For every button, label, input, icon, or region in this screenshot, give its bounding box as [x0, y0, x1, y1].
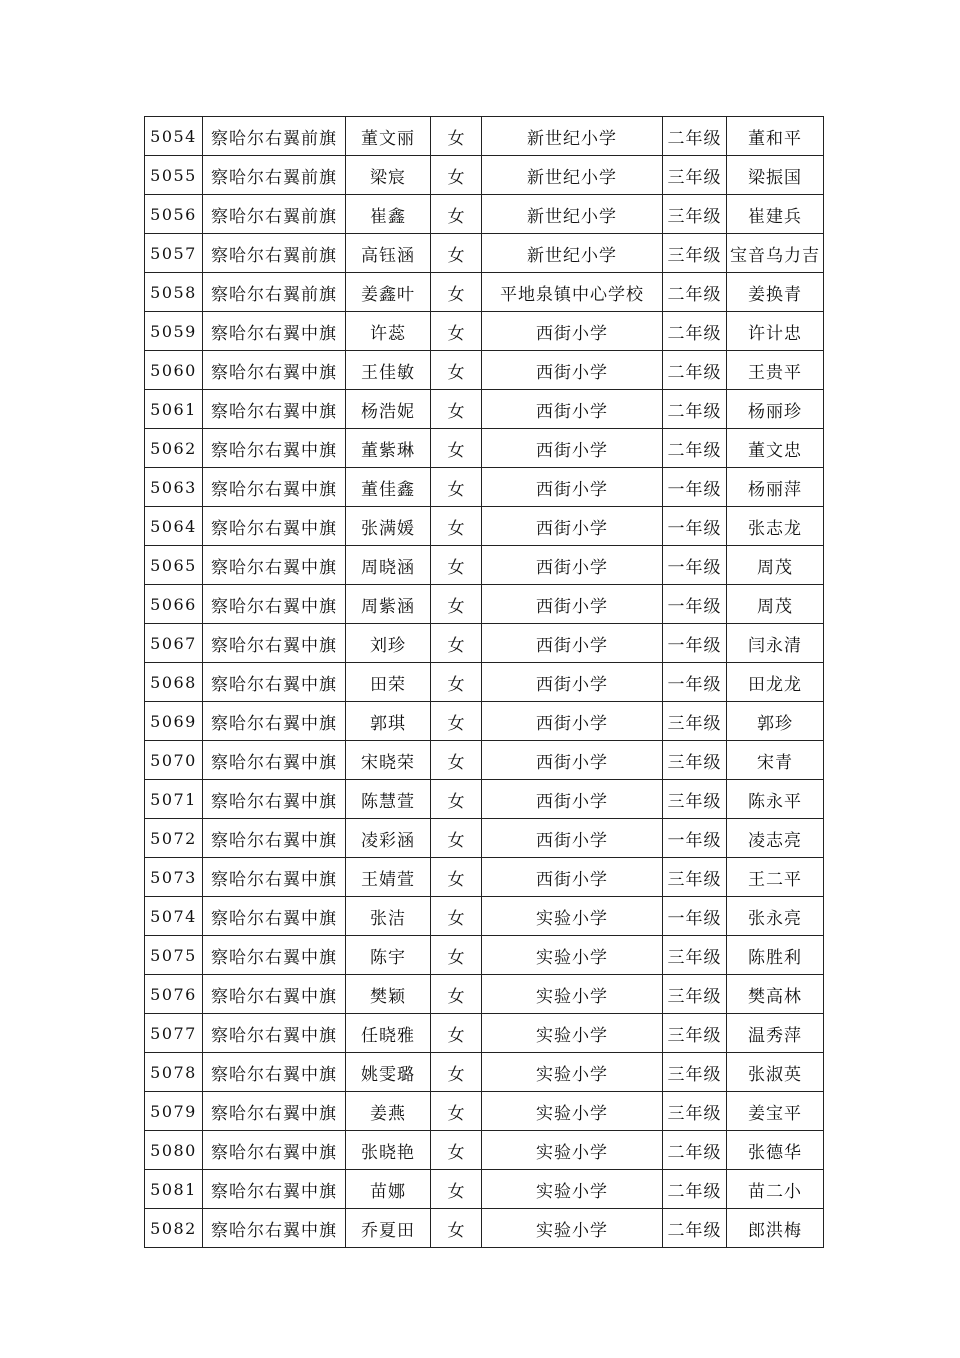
student-name-cell: 任晓雅 — [346, 1014, 431, 1053]
table-row — [145, 585, 824, 624]
guardian-name-cell: 张永亮 — [727, 897, 824, 936]
student-name-cell: 董佳鑫 — [346, 468, 431, 507]
grade-cell: 一年级 — [663, 663, 727, 702]
record-number-cell: 5067 — [145, 624, 203, 663]
table-row — [145, 897, 824, 936]
gender-cell: 女 — [431, 429, 482, 468]
gender-cell: 女 — [431, 156, 482, 195]
grade-cell: 二年级 — [663, 1209, 727, 1248]
gender-cell: 女 — [431, 819, 482, 858]
grade-cell: 三年级 — [663, 1092, 727, 1131]
school-cell: 西街小学 — [482, 741, 663, 780]
banner-county-cell: 察哈尔右翼中旗 — [203, 546, 346, 585]
guardian-name-cell: 王贵平 — [727, 351, 824, 390]
guardian-name-cell: 王二平 — [727, 858, 824, 897]
gender-cell: 女 — [431, 1170, 482, 1209]
banner-county-cell: 察哈尔右翼中旗 — [203, 858, 346, 897]
school-cell: 西街小学 — [482, 351, 663, 390]
gender-cell: 女 — [431, 1131, 482, 1170]
table-row — [145, 468, 824, 507]
record-number-cell: 5072 — [145, 819, 203, 858]
record-number-cell: 5065 — [145, 546, 203, 585]
grade-cell: 三年级 — [663, 195, 727, 234]
guardian-name-cell: 苗二小 — [727, 1170, 824, 1209]
gender-cell: 女 — [431, 858, 482, 897]
table-row — [145, 663, 824, 702]
gender-cell: 女 — [431, 273, 482, 312]
grade-cell: 三年级 — [663, 156, 727, 195]
table-row — [145, 1209, 824, 1248]
grade-cell: 一年级 — [663, 624, 727, 663]
student-name-cell: 樊颖 — [346, 975, 431, 1014]
banner-county-cell: 察哈尔右翼前旗 — [203, 195, 346, 234]
gender-cell: 女 — [431, 546, 482, 585]
school-cell: 实验小学 — [482, 1014, 663, 1053]
roster-body — [145, 117, 824, 1248]
record-number-cell: 5066 — [145, 585, 203, 624]
student-name-cell: 陈宇 — [346, 936, 431, 975]
record-number-cell: 5069 — [145, 702, 203, 741]
gender-cell: 女 — [431, 780, 482, 819]
school-cell: 西街小学 — [482, 429, 663, 468]
grade-cell: 三年级 — [663, 741, 727, 780]
school-cell: 西街小学 — [482, 312, 663, 351]
student-name-cell: 梁宸 — [346, 156, 431, 195]
guardian-name-cell: 崔建兵 — [727, 195, 824, 234]
grade-cell: 二年级 — [663, 312, 727, 351]
student-name-cell: 许蕊 — [346, 312, 431, 351]
record-number-cell: 5074 — [145, 897, 203, 936]
record-number-cell: 5075 — [145, 936, 203, 975]
record-number-cell: 5056 — [145, 195, 203, 234]
banner-county-cell: 察哈尔右翼中旗 — [203, 585, 346, 624]
guardian-name-cell: 许计忠 — [727, 312, 824, 351]
school-cell: 西街小学 — [482, 858, 663, 897]
gender-cell: 女 — [431, 897, 482, 936]
table-row — [145, 312, 824, 351]
banner-county-cell: 察哈尔右翼中旗 — [203, 429, 346, 468]
student-name-cell: 刘珍 — [346, 624, 431, 663]
grade-cell: 二年级 — [663, 273, 727, 312]
guardian-name-cell: 凌志亮 — [727, 819, 824, 858]
table-row — [145, 1092, 824, 1131]
guardian-name-cell: 张淑英 — [727, 1053, 824, 1092]
banner-county-cell: 察哈尔右翼中旗 — [203, 624, 346, 663]
student-name-cell: 周紫涵 — [346, 585, 431, 624]
banner-county-cell: 察哈尔右翼中旗 — [203, 936, 346, 975]
gender-cell: 女 — [431, 1053, 482, 1092]
school-cell: 新世纪小学 — [482, 234, 663, 273]
table-row — [145, 429, 824, 468]
gender-cell: 女 — [431, 195, 482, 234]
student-name-cell: 董紫琳 — [346, 429, 431, 468]
student-name-cell: 杨浩妮 — [346, 390, 431, 429]
record-number-cell: 5076 — [145, 975, 203, 1014]
student-name-cell: 王佳敏 — [346, 351, 431, 390]
table-row — [145, 1131, 824, 1170]
student-name-cell: 张晓艳 — [346, 1131, 431, 1170]
banner-county-cell: 察哈尔右翼中旗 — [203, 1131, 346, 1170]
record-number-cell: 5077 — [145, 1014, 203, 1053]
table-row — [145, 1170, 824, 1209]
gender-cell: 女 — [431, 585, 482, 624]
guardian-name-cell: 张志龙 — [727, 507, 824, 546]
student-name-cell: 高钰涵 — [346, 234, 431, 273]
guardian-name-cell: 张德华 — [727, 1131, 824, 1170]
gender-cell: 女 — [431, 468, 482, 507]
grade-cell: 一年级 — [663, 585, 727, 624]
guardian-name-cell: 郭珍 — [727, 702, 824, 741]
record-number-cell: 5058 — [145, 273, 203, 312]
school-cell: 实验小学 — [482, 1131, 663, 1170]
student-name-cell: 张满媛 — [346, 507, 431, 546]
banner-county-cell: 察哈尔右翼中旗 — [203, 507, 346, 546]
banner-county-cell: 察哈尔右翼中旗 — [203, 663, 346, 702]
banner-county-cell: 察哈尔右翼中旗 — [203, 1170, 346, 1209]
record-number-cell: 5078 — [145, 1053, 203, 1092]
gender-cell: 女 — [431, 624, 482, 663]
guardian-name-cell: 郎洪梅 — [727, 1209, 824, 1248]
student-name-cell: 陈慧萱 — [346, 780, 431, 819]
grade-cell: 三年级 — [663, 936, 727, 975]
guardian-name-cell: 田龙龙 — [727, 663, 824, 702]
guardian-name-cell: 闫永清 — [727, 624, 824, 663]
student-name-cell: 姚雯璐 — [346, 1053, 431, 1092]
banner-county-cell: 察哈尔右翼中旗 — [203, 312, 346, 351]
student-name-cell: 宋晓荣 — [346, 741, 431, 780]
guardian-name-cell: 梁振国 — [727, 156, 824, 195]
school-cell: 西街小学 — [482, 507, 663, 546]
record-number-cell: 5061 — [145, 390, 203, 429]
gender-cell: 女 — [431, 702, 482, 741]
guardian-name-cell: 董文忠 — [727, 429, 824, 468]
guardian-name-cell: 温秀萍 — [727, 1014, 824, 1053]
table-row — [145, 1014, 824, 1053]
school-cell: 西街小学 — [482, 702, 663, 741]
grade-cell: 一年级 — [663, 546, 727, 585]
table-row — [145, 390, 824, 429]
gender-cell: 女 — [431, 1014, 482, 1053]
table-row — [145, 936, 824, 975]
grade-cell: 三年级 — [663, 1053, 727, 1092]
school-cell: 西街小学 — [482, 546, 663, 585]
gender-cell: 女 — [431, 1092, 482, 1131]
gender-cell: 女 — [431, 351, 482, 390]
grade-cell: 二年级 — [663, 1170, 727, 1209]
gender-cell: 女 — [431, 390, 482, 429]
school-cell: 西街小学 — [482, 819, 663, 858]
grade-cell: 一年级 — [663, 468, 727, 507]
banner-county-cell: 察哈尔右翼中旗 — [203, 975, 346, 1014]
student-name-cell: 凌彩涵 — [346, 819, 431, 858]
student-name-cell: 王婧萱 — [346, 858, 431, 897]
guardian-name-cell: 姜换青 — [727, 273, 824, 312]
grade-cell: 二年级 — [663, 117, 727, 156]
gender-cell: 女 — [431, 1209, 482, 1248]
table-row — [145, 1053, 824, 1092]
record-number-cell: 5054 — [145, 117, 203, 156]
student-name-cell: 周晓涵 — [346, 546, 431, 585]
record-number-cell: 5071 — [145, 780, 203, 819]
banner-county-cell: 察哈尔右翼中旗 — [203, 819, 346, 858]
banner-county-cell: 察哈尔右翼中旗 — [203, 1092, 346, 1131]
grade-cell: 三年级 — [663, 858, 727, 897]
table-row — [145, 975, 824, 1014]
gender-cell: 女 — [431, 975, 482, 1014]
grade-cell: 三年级 — [663, 702, 727, 741]
table-row — [145, 156, 824, 195]
grade-cell: 三年级 — [663, 975, 727, 1014]
table-row — [145, 819, 824, 858]
gender-cell: 女 — [431, 507, 482, 546]
school-cell: 实验小学 — [482, 1170, 663, 1209]
guardian-name-cell: 陈永平 — [727, 780, 824, 819]
table-row — [145, 195, 824, 234]
record-number-cell: 5079 — [145, 1092, 203, 1131]
school-cell: 实验小学 — [482, 1092, 663, 1131]
banner-county-cell: 察哈尔右翼中旗 — [203, 741, 346, 780]
table-row — [145, 780, 824, 819]
record-number-cell: 5080 — [145, 1131, 203, 1170]
record-number-cell: 5059 — [145, 312, 203, 351]
table-row — [145, 234, 824, 273]
school-cell: 西街小学 — [482, 468, 663, 507]
school-cell: 实验小学 — [482, 1209, 663, 1248]
school-cell: 新世纪小学 — [482, 156, 663, 195]
school-cell: 新世纪小学 — [482, 117, 663, 156]
guardian-name-cell: 宋青 — [727, 741, 824, 780]
grade-cell: 三年级 — [663, 780, 727, 819]
grade-cell: 一年级 — [663, 897, 727, 936]
guardian-name-cell: 周茂 — [727, 546, 824, 585]
school-cell: 实验小学 — [482, 1053, 663, 1092]
student-name-cell: 崔鑫 — [346, 195, 431, 234]
gender-cell: 女 — [431, 663, 482, 702]
table-row — [145, 117, 824, 156]
student-name-cell: 苗娜 — [346, 1170, 431, 1209]
grade-cell: 二年级 — [663, 429, 727, 468]
table-row — [145, 351, 824, 390]
banner-county-cell: 察哈尔右翼中旗 — [203, 780, 346, 819]
banner-county-cell: 察哈尔右翼中旗 — [203, 1053, 346, 1092]
school-cell: 平地泉镇中心学校 — [482, 273, 663, 312]
grade-cell: 二年级 — [663, 351, 727, 390]
school-cell: 西街小学 — [482, 624, 663, 663]
banner-county-cell: 察哈尔右翼前旗 — [203, 273, 346, 312]
banner-county-cell: 察哈尔右翼中旗 — [203, 897, 346, 936]
school-cell: 西街小学 — [482, 780, 663, 819]
table-row — [145, 858, 824, 897]
student-name-cell: 张洁 — [346, 897, 431, 936]
record-number-cell: 5070 — [145, 741, 203, 780]
table-row — [145, 507, 824, 546]
table-row — [145, 702, 824, 741]
grade-cell: 一年级 — [663, 507, 727, 546]
table-row — [145, 624, 824, 663]
student-name-cell: 乔夏田 — [346, 1209, 431, 1248]
school-cell: 实验小学 — [482, 975, 663, 1014]
banner-county-cell: 察哈尔右翼中旗 — [203, 351, 346, 390]
school-cell: 实验小学 — [482, 936, 663, 975]
student-name-cell: 姜燕 — [346, 1092, 431, 1131]
record-number-cell: 5060 — [145, 351, 203, 390]
grade-cell: 三年级 — [663, 234, 727, 273]
record-number-cell: 5063 — [145, 468, 203, 507]
school-cell: 实验小学 — [482, 897, 663, 936]
student-name-cell: 姜鑫叶 — [346, 273, 431, 312]
guardian-name-cell: 董和平 — [727, 117, 824, 156]
record-number-cell: 5068 — [145, 663, 203, 702]
student-name-cell: 董文丽 — [346, 117, 431, 156]
guardian-name-cell: 姜宝平 — [727, 1092, 824, 1131]
guardian-name-cell: 宝音乌力吉 — [727, 234, 824, 273]
grade-cell: 一年级 — [663, 819, 727, 858]
gender-cell: 女 — [431, 117, 482, 156]
student-name-cell: 郭琪 — [346, 702, 431, 741]
table-row — [145, 741, 824, 780]
banner-county-cell: 察哈尔右翼前旗 — [203, 117, 346, 156]
guardian-name-cell: 樊高林 — [727, 975, 824, 1014]
record-number-cell: 5055 — [145, 156, 203, 195]
gender-cell: 女 — [431, 936, 482, 975]
guardian-name-cell: 杨丽珍 — [727, 390, 824, 429]
grade-cell: 三年级 — [663, 1014, 727, 1053]
guardian-name-cell: 周茂 — [727, 585, 824, 624]
banner-county-cell: 察哈尔右翼前旗 — [203, 156, 346, 195]
grade-cell: 二年级 — [663, 1131, 727, 1170]
guardian-name-cell: 陈胜利 — [727, 936, 824, 975]
banner-county-cell: 察哈尔右翼中旗 — [203, 1014, 346, 1053]
guardian-name-cell: 杨丽萍 — [727, 468, 824, 507]
table-row — [145, 546, 824, 585]
record-number-cell: 5062 — [145, 429, 203, 468]
record-number-cell: 5064 — [145, 507, 203, 546]
record-number-cell: 5081 — [145, 1170, 203, 1209]
roster-table — [144, 116, 824, 1248]
banner-county-cell: 察哈尔右翼中旗 — [203, 390, 346, 429]
banner-county-cell: 察哈尔右翼中旗 — [203, 1209, 346, 1248]
banner-county-cell: 察哈尔右翼中旗 — [203, 468, 346, 507]
student-name-cell: 田荣 — [346, 663, 431, 702]
banner-county-cell: 察哈尔右翼前旗 — [203, 234, 346, 273]
school-cell: 西街小学 — [482, 585, 663, 624]
record-number-cell: 5073 — [145, 858, 203, 897]
record-number-cell: 5082 — [145, 1209, 203, 1248]
gender-cell: 女 — [431, 741, 482, 780]
gender-cell: 女 — [431, 312, 482, 351]
banner-county-cell: 察哈尔右翼中旗 — [203, 702, 346, 741]
school-cell: 新世纪小学 — [482, 195, 663, 234]
gender-cell: 女 — [431, 234, 482, 273]
grade-cell: 二年级 — [663, 390, 727, 429]
school-cell: 西街小学 — [482, 663, 663, 702]
record-number-cell: 5057 — [145, 234, 203, 273]
table-row — [145, 273, 824, 312]
school-cell: 西街小学 — [482, 390, 663, 429]
